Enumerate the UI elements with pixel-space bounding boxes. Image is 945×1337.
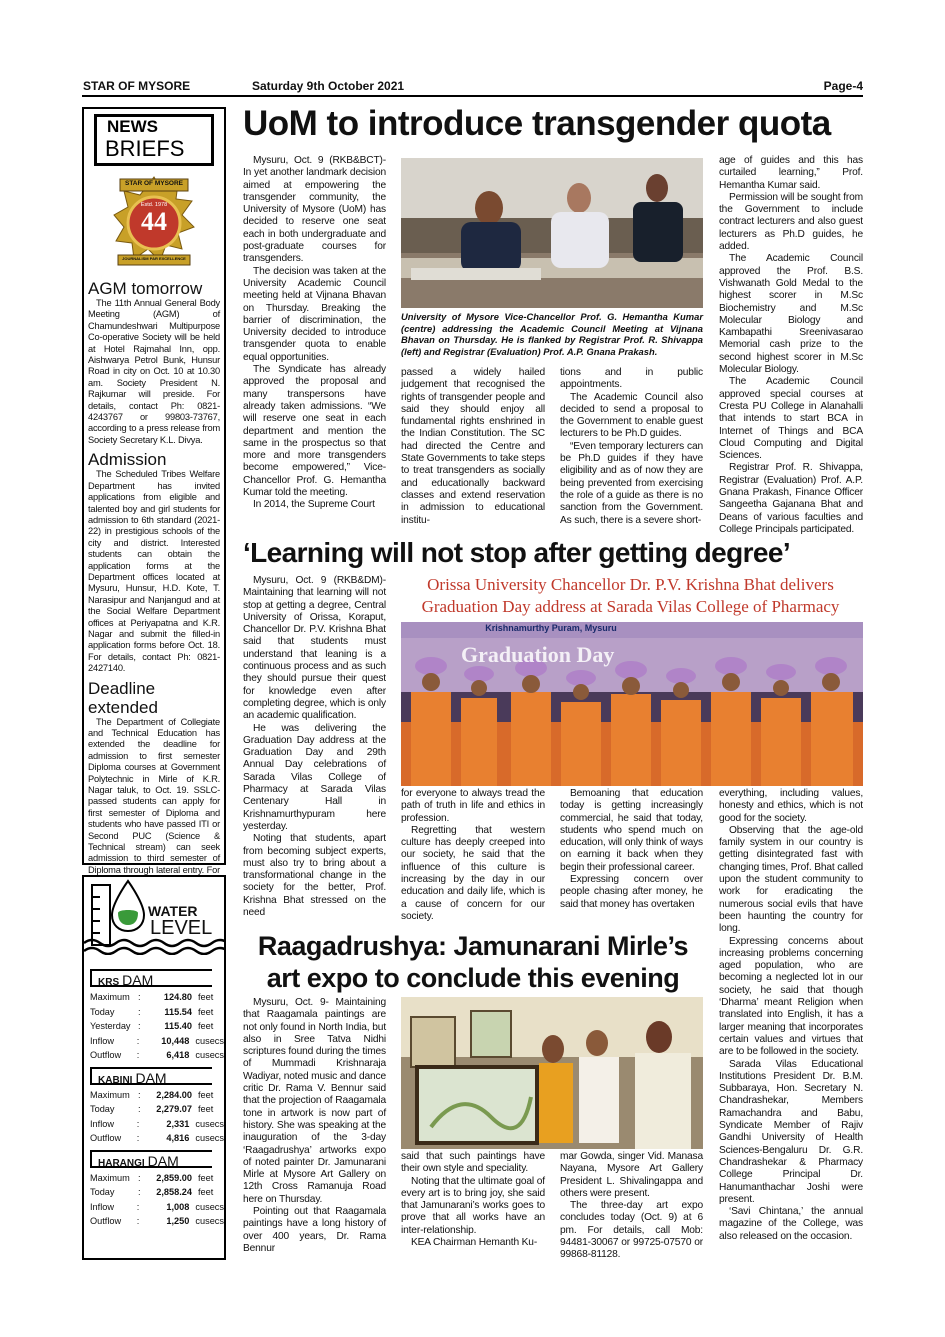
dam-row-unit: feet: [198, 1089, 214, 1100]
dam-row-colon: :: [136, 1118, 140, 1129]
dam-row-unit: feet: [198, 1172, 214, 1183]
dam-row: [84, 1185, 224, 1200]
water-title: WATER: [148, 903, 198, 919]
header-rule: [82, 95, 863, 97]
art-expo-photo: [401, 997, 703, 1149]
story1-headline: UoM to introduce transgender quota: [243, 104, 831, 143]
dam-row-value: 4,816: [166, 1133, 190, 1143]
kabini-dam-heading: KABINI DAM: [90, 1067, 212, 1085]
story2-col2: for everyone to always tread the path of truth in life and ethics in profession. Regretting that western culture has deeply creeped into our society, he said that the influence of this culture is increasing by the day in our education and daily life, which is a cause of concern for our society.: [401, 788, 545, 922]
dam-row: [84, 1005, 224, 1020]
dam-row-value: 124.80: [163, 992, 192, 1002]
dam-row-value: 2,331: [166, 1118, 190, 1129]
dam-row-colon: :: [138, 992, 141, 1002]
dam-row-colon: :: [138, 1089, 141, 1100]
dam-row: [84, 990, 224, 1005]
dam-row-colon: :: [138, 1006, 141, 1017]
dam-row-value: 1,250: [166, 1216, 190, 1226]
dam-row-unit: feet: [198, 992, 214, 1002]
story1-col1: Mysuru, Oct. 9 (RKB&BCT)- In yet another landmark decision aimed at empowering the transgender community, the University of Mysore (UoM) has decided to reserve one seat each in both undergraduate and post-graduate courses for transgenders. The decision was taken at the University Academic Council meeting held at Vijnana Bhavan on Thursday. Breaking the barrier of discrimination, the University decided to introduce transgender quota to enable equal opportunities. The Syndicate has already approved the proposal and many transpersons have already taken admissions. “We will reserve one seat in each department and mention the same in the prospectus so that more and more transgenders become empowered,” Vice-Chancellor Prof. G. Hemantha Kumar told the meeting. In 2014, the Supreme Court: [243, 155, 386, 511]
graduation-day-photo: [401, 622, 863, 786]
dam-row-unit: feet: [198, 1104, 214, 1114]
dam-row-colon: :: [138, 1021, 141, 1031]
logo-number: 44: [141, 207, 167, 236]
dam-row-label: Today: [90, 1104, 115, 1114]
brief-body-admission: The Scheduled Tribes Welfare Department has invited applications from eligible and talented boy and girl students for admission to 6th standard (2021-22) in prestigious schools of the city and district. Interested students can obtain the application forms at the Department offices located at Mysuru, Hunsur, H.D. Kote, T. Narasipur and Nanjangud and at the Social Welfare Department offices at Periyapatna and K.R. Nagar and submit the filled-in application forms before Oct. 18. For details, contact Ph: 0821-2427140.: [88, 469, 220, 674]
harangi-dam-block: [84, 1150, 224, 1229]
dam-row-colon: :: [136, 1201, 140, 1212]
story2-headline: ‘Learning will not stop after getting degree’: [243, 537, 791, 568]
masthead-name: STAR OF MYSORE: [83, 79, 191, 93]
story2-subhead-line1: Orissa University Chancellor Dr. P.V. Krishna Bhat delivers: [427, 575, 834, 594]
story1-col3: tions and in public appointments. The Academic Council also decided to send a proposal to the Government to enable guest lecturers to be Ph.D guides. “Even temporary lecturers can be Ph.D guides if they have eligibility and as of now they are being prevented from exercising the role of a guide as there is no sanction from the Government. As such, there is a severe short-: [560, 367, 703, 526]
brief-heading-agm: AGM tomorrow: [88, 279, 203, 298]
dam-row-value: 10,448: [161, 1035, 190, 1046]
photo-banner-text: Krishnamurthy Puram, Mysuru: [485, 623, 617, 633]
dam-row: [84, 1102, 224, 1117]
dam-row-colon: :: [138, 1104, 141, 1114]
photo-banner-graduation: Graduation Day: [461, 642, 615, 667]
brief-heading-admission: Admission: [88, 450, 167, 470]
dam-row-unit: cusecs: [195, 1050, 224, 1060]
dam-row-label: Inflow: [90, 1118, 115, 1129]
dam-row-colon: :: [138, 1187, 141, 1197]
dam-row-value: 115.54: [164, 1006, 192, 1017]
water-level-box: [82, 875, 226, 1260]
krs-dam-block: [84, 969, 224, 1063]
dam-row-label: Today: [90, 1187, 115, 1197]
brief-heading-deadline: Deadline extended: [88, 678, 158, 717]
dam-row-unit: cusecs: [195, 1133, 224, 1143]
story1-col2: passed a widely hailed judgement that recognised the rights of transgender people and said they should enjoy all fundamental rights enshrined in the Indian Constitution. The SC had directed the Centre and State Governments to take steps to treat transgenders as socially and educationally backward classes and extend reservation in admission to educational institu-: [401, 367, 545, 526]
star-of-mysore-44-logo: [112, 175, 196, 271]
dam-row: [84, 1088, 224, 1103]
dam-row-label: Today: [90, 1006, 115, 1017]
water-level-header: [84, 877, 224, 955]
story3-headline-line2: art expo to conclude this evening: [266, 963, 680, 993]
dam-row-value: 2,279.07: [156, 1104, 192, 1114]
dam-row: [84, 1131, 224, 1146]
dam-row: [84, 1048, 224, 1063]
dam-row: [84, 1117, 224, 1132]
dam-row-colon: :: [136, 1216, 140, 1226]
dam-row-unit: cusecs: [195, 1201, 224, 1212]
dam-row-value: 6,418: [166, 1050, 190, 1060]
story2-col3: Bemoaning that education today is getting increasingly commercial, he said that today, students who spend much on education, will only think of ways on earning it back when they begin their professional career. Expressing concern over people chasing after money, he said that money has overtaken: [560, 788, 703, 910]
briefs-title-news: NEWS: [107, 117, 158, 136]
dam-row-colon: :: [136, 1133, 140, 1143]
level-title: LEVEL: [150, 917, 213, 939]
academic-council-photo: [401, 158, 703, 308]
brief-body-agm: The 11th Annual General Body Meeting (AGM) of Chamundeshwari Multipurpose Co-operative Society will be held at Hotel Rajmahal Inn, opp. Aishwarya Petrol Bunk, Hunsur Road in city on Oct. 10 at 10.30 am. Society President N. Rajkumar will preside. For details, contact Ph: 0821-4243767 or 99803-73767, according to a press release from Society Secretary K.L. Divya.: [88, 298, 220, 445]
kabini-dam-block: [84, 1067, 224, 1146]
dam-row-unit: cusecs: [195, 1118, 224, 1129]
dam-row: [84, 1214, 224, 1229]
briefs-title-block: [94, 114, 214, 166]
page-number: Page-4: [823, 79, 863, 93]
dam-row-label: Inflow: [90, 1035, 115, 1046]
story3-col3: mar Gowda, singer Vid. Manasa Nayana, Mysore Art Gallery President L. Shivalingappa and others were present. The three-day art expo concludes today (Oct. 9) at 6 pm. For details, call Mob: 94481-30067 or 99725-07570 or 99868-81128.: [560, 1151, 703, 1261]
harangi-dam-heading: HARANGI DAM: [90, 1150, 212, 1168]
dam-row: [84, 1171, 224, 1186]
dam-row-colon: :: [138, 1172, 141, 1183]
logo-estd: Estd. 1978: [140, 202, 168, 208]
dam-row-colon: :: [136, 1050, 140, 1060]
dam-row-unit: feet: [198, 1006, 214, 1017]
story3-headline-line1: Raagadrushya: Jamunarani Mirle’s: [257, 931, 689, 961]
dam-row-value: 2,858.24: [156, 1187, 192, 1197]
dam-row-value: 115.40: [164, 1021, 192, 1031]
dam-row-unit: feet: [198, 1187, 214, 1197]
dam-table: [84, 990, 224, 1063]
story2-col1: Mysuru, Oct. 9 (RKB&DM)- Maintaining that learning will not stop at getting a degree, Central University of Orissa, Koraput, Chancellor Dr. P.V. Krishna Bhat said that students must understand that leaning is a continuous process and as such they should pursue their quest for knowledge even after completing degree, which is only an academic qualification. He was delivering the Graduation Day address at the Graduation Day and 29th Annual Day celebrations of Sarada Vilas College of Pharmacy at Sarada Vilas Centenary Hall in Krishnamurthypuram here yesterday. Noting that students, apart from becoming subject experts, must also try to bring about a transformational change in the society for the better, Prof. Krishna Bhat stressed on the need: [243, 575, 386, 919]
dam-row-unit: cusecs: [195, 1035, 224, 1046]
dam-row-label: Inflow: [90, 1201, 115, 1212]
story3-col1: Mysuru, Oct. 9- Maintaining that Raagamala paintings are not only found in North India, but also in Sree Tatva Nidhi scriptures found during the times of Mummadi Krishnaraja Wadiyar, noted music and dance critic Dr. Rama V. Bennur said that the projection of Raagamala tone in artwork is now part of history. She was speaking at the inauguration of the 3-day ‘Raagadrushya’ artworks expo of noted painter Dr. Jamunarani Mirle at Mysore Art Gallery on 12th Cross Ramanuja Road here on Thursday. Pointing out that Raagamala paintings have a long history of over 400 years, Dr. Rama Bennur: [243, 997, 386, 1254]
krs-dam-heading: KRS DAM: [90, 969, 212, 987]
dam-row-label: Maximum: [90, 1172, 130, 1183]
logo-top-text: STAR OF MYSORE: [124, 180, 184, 187]
dam-row-label: Maximum: [90, 992, 130, 1002]
brief-body-deadline: The Department of Collegiate and Technical Education has extended the deadline for admission to first semester Diploma courses at Government Polytechnic in Mirle of K.R. Nagar taluk, to Oct. 19. SSLC-passed students can apply for first semester of Diploma and students who have passed ITI or Second PUC (Science & Technical stream) can seek admission to third semester of Diploma through lateral entry. For: [88, 716, 220, 875]
dam-row-value: 2,859.00: [156, 1172, 192, 1183]
logo-bottom-text: JOURNALISM PAR EXCELLENCE: [122, 256, 186, 261]
dam-row: [84, 1019, 224, 1034]
dam-row-value: 2,284.00: [156, 1089, 192, 1100]
news-briefs-box: [82, 107, 226, 875]
dam-row-label: Outflow: [90, 1133, 122, 1143]
briefs-title-briefs: BRIEFS: [105, 136, 185, 161]
dam-row-label: Maximum: [90, 1089, 130, 1100]
dam-row-value: 1,008: [166, 1201, 190, 1212]
story2-subhead-line2: Graduation Day address at Sarada Vilas College of Pharmacy: [421, 597, 840, 616]
story1-photo-caption: University of Mysore Vice-Chancellor Prof. G. Hemantha Kumar (centre) addressing the Academic Council Meeting at Vijnana Bhavan on Thursday. He is flanked by Registrar Prof. R. Shivappa (left) and Registrar (Evaluation) Prof. A.P. Gnana Prakash.: [401, 311, 703, 357]
dam-row-label: Outflow: [90, 1050, 122, 1060]
dam-row: [84, 1200, 224, 1215]
story1-col4: age of guides and this has curtailed learning,” Prof. Hemantha Kumar said. Permission will be sought from the Government to include contract lecturers and also guest lecturers as Ph.D guides, he added. The Academic Council approved the Prof. B.S. Vishwanath Gold Medal to the highest scorer in M.Sc Biochemistry and M.Sc Molecular Biology and Kambapathi Sreenivasarao Memorial cash prize to the second highest scorer in M.Sc Molecular Biology. The Academic Council approved special courses at Cresta PU College in Alanahalli that intends to start BCA in Internet of Things and BCA Cloud Computing and Digital Sciences. Registrar Prof. R. Shivappa, Registrar (Evaluation) Prof. A.P. Gnana Prakash, Finance Officer Sangeetha Gajanana Bhat and Deans of various faculties and College Principals participated.: [719, 155, 863, 535]
story2-col4: everything, including values, honesty and ethics, which is not good for the society. Observing that the age-old family system in our country is getting disintegrated fast with changing times, Prof. Bhat called upon the student community to work for eradicating the numerous social evils that have been haunting the country for long. Expressing concerns about increasing problems concerning aged population, who are becoming a neglected lot in our society, he said that though ‘Dharma’ meant Religion when translated into English, it has a larger meaning that incorporates certain values and virtues that are to be followed in the society. Sarada Vilas Educational Institutions President Dr. B.M. Subbaraya, Hon. Secretary N. Chandrashekar, Members Ramachandra and Babu, Syndicate Member of Rajiv Gandhi University of Health Sciences-Bengaluru Dr. G.R. Chandrashekar & Pharmacy College Principal Dr. Hanumanthachar Joshi were present. ‘Savi Chintana,’ the annual magazine of the College, was also released on the occasion.: [719, 788, 863, 1242]
dam-row-unit: feet: [198, 1021, 214, 1031]
dam-row-colon: :: [136, 1035, 140, 1046]
dam-table: [84, 1088, 224, 1146]
dam-row-unit: cusecs: [195, 1216, 224, 1226]
story3-col2: said that such paintings have their own style and speciality. Noting that the ultimate goal of every art is to bring joy, she said that Jamunarani’s works goes to prove that all works have an inter-relationship. KEA Chairman Hemanth Ku-: [401, 1151, 545, 1249]
dam-table: [84, 1171, 224, 1229]
dam-row-label: Outflow: [90, 1216, 122, 1226]
issue-date: Saturday 9th October 2021: [252, 79, 405, 93]
dam-row: [84, 1034, 224, 1049]
dam-row-label: Yesterday: [90, 1021, 131, 1031]
